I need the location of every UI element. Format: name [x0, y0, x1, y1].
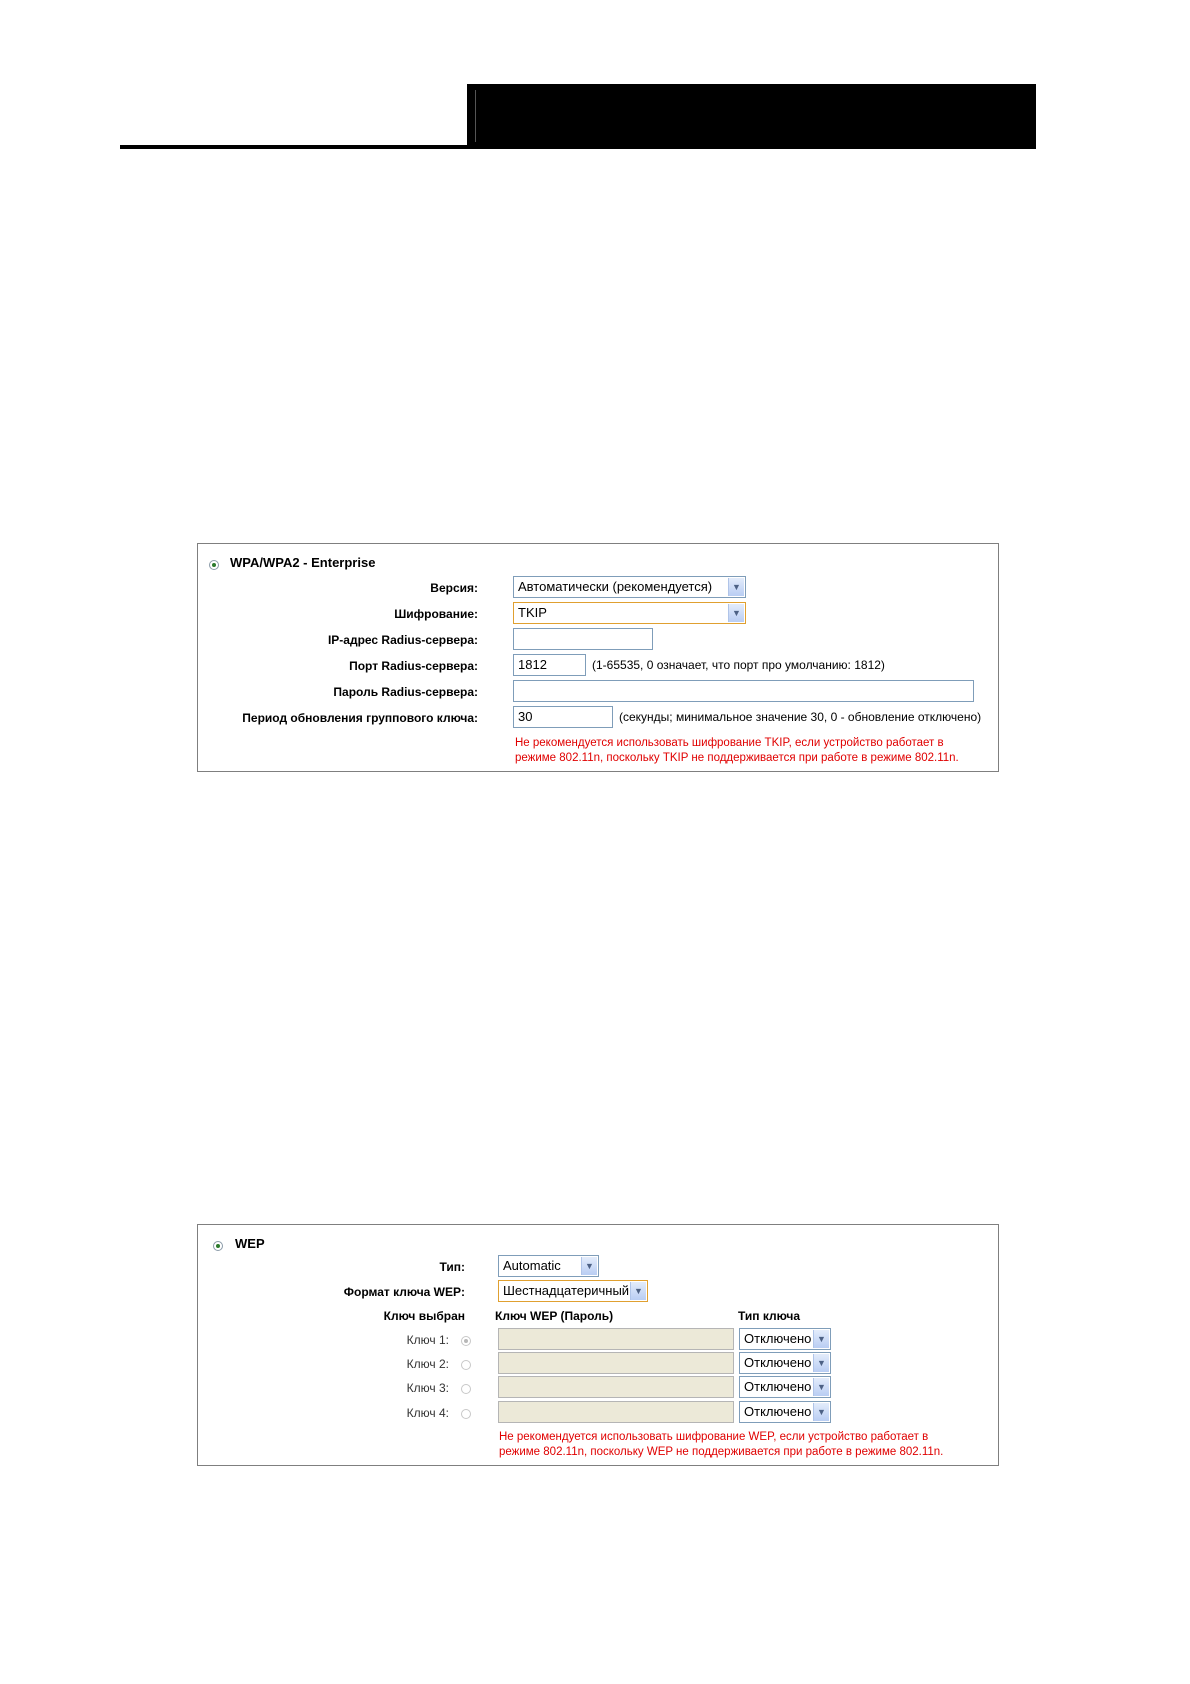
key-4-input[interactable]	[498, 1401, 734, 1423]
chevron-down-icon: ▼	[813, 1330, 829, 1348]
col-key-type: Тип ключа	[738, 1309, 801, 1323]
tkip-warning-line1: Не рекомендуется использовать шифрование TKIP, если устройство работает в	[515, 737, 944, 749]
key-2-label: Ключ 2:	[406, 1357, 449, 1371]
key-3-type-select[interactable]	[739, 1376, 831, 1398]
radius-password-input[interactable]	[513, 680, 974, 702]
chevron-down-icon: ▼	[813, 1378, 829, 1396]
key-3-label: Ключ 3:	[406, 1381, 449, 1395]
wep-warning-line2: режиме 802.11n, поскольку WEP не поддерживается при работе в режиме 802.11n.	[499, 1446, 944, 1458]
key-2-radio[interactable]	[461, 1360, 471, 1370]
wep-key-format-value: Шестнадцатеричный	[503, 1283, 630, 1298]
key-1-type-value: Отключено	[744, 1331, 812, 1346]
key-3-radio[interactable]	[461, 1384, 471, 1394]
wep-radio[interactable]	[213, 1241, 223, 1251]
version-value: Автоматически (рекомендуется)	[518, 579, 713, 594]
radius-ip-input[interactable]	[513, 628, 653, 650]
col-wep-key: Ключ WEP (Пароль)	[495, 1309, 614, 1323]
wep-panel	[197, 1224, 999, 1466]
chevron-down-icon: ▼	[581, 1257, 597, 1275]
version-label: Версия:	[430, 581, 478, 595]
radius-port-input[interactable]: 1812	[513, 654, 586, 676]
key-4-type-value: Отключено	[744, 1404, 812, 1419]
key-3-type-value: Отключено	[744, 1379, 812, 1394]
wpa-enterprise-panel	[197, 543, 999, 772]
wep-warning-line1: Не рекомендуется использовать шифрование WEP, если устройство работает в	[499, 1431, 929, 1443]
group-key-period-input[interactable]: 30	[513, 706, 613, 728]
wep-type-select[interactable]	[498, 1255, 599, 1277]
key-1-label: Ключ 1:	[406, 1333, 449, 1347]
tkip-warning-line2: режиме 802.11n, поскольку TKIP не поддерживается при работе в режиме 802.11n.	[515, 752, 959, 764]
key-3-input[interactable]	[498, 1376, 734, 1398]
wpa-enterprise-title: WPA/WPA2 - Enterprise	[230, 555, 376, 570]
version-select[interactable]	[513, 576, 746, 598]
key-4-label: Ключ 4:	[406, 1406, 449, 1420]
key-1-input[interactable]	[498, 1328, 734, 1350]
chevron-down-icon: ▼	[728, 604, 744, 622]
chevron-down-icon: ▼	[813, 1403, 829, 1421]
radius-ip-label: IP-адрес Radius-сервера:	[327, 633, 478, 647]
encryption-select[interactable]	[513, 602, 746, 624]
key-2-input[interactable]	[498, 1352, 734, 1374]
group-key-period-label: Период обновления группового ключа:	[242, 711, 478, 725]
radius-port-hint: (1-65535, 0 означает, что порт про умолчанию: 1812)	[592, 658, 885, 672]
key-2-type-value: Отключено	[744, 1355, 812, 1370]
col-key-selected: Ключ выбран	[383, 1309, 465, 1323]
encryption-value: TKIP	[518, 605, 547, 620]
key-1-type-select[interactable]	[739, 1328, 831, 1350]
group-key-period-hint: (секунды; минимальное значение 30, 0 - обновление отключено)	[619, 710, 982, 724]
header-block-inner	[475, 90, 1029, 142]
key-4-radio[interactable]	[461, 1409, 471, 1419]
wep-title: WEP	[235, 1236, 265, 1251]
wep-type-value: Automatic	[503, 1258, 561, 1273]
wep-key-format-select[interactable]	[498, 1280, 648, 1302]
key-2-type-select[interactable]	[739, 1352, 831, 1374]
chevron-down-icon: ▼	[630, 1282, 646, 1300]
wep-type-label: Тип:	[439, 1260, 465, 1274]
radius-port-label: Порт Radius-сервера:	[349, 659, 478, 673]
key-4-type-select[interactable]	[739, 1401, 831, 1423]
chevron-down-icon: ▼	[728, 578, 744, 596]
key-1-radio[interactable]	[461, 1336, 471, 1346]
chevron-down-icon: ▼	[813, 1354, 829, 1372]
wpa-enterprise-radio[interactable]	[209, 560, 219, 570]
radius-password-label: Пароль Radius-сервера:	[333, 685, 478, 699]
encryption-label: Шифрование:	[394, 607, 478, 621]
wep-key-format-label: Формат ключа WEP:	[343, 1285, 465, 1299]
